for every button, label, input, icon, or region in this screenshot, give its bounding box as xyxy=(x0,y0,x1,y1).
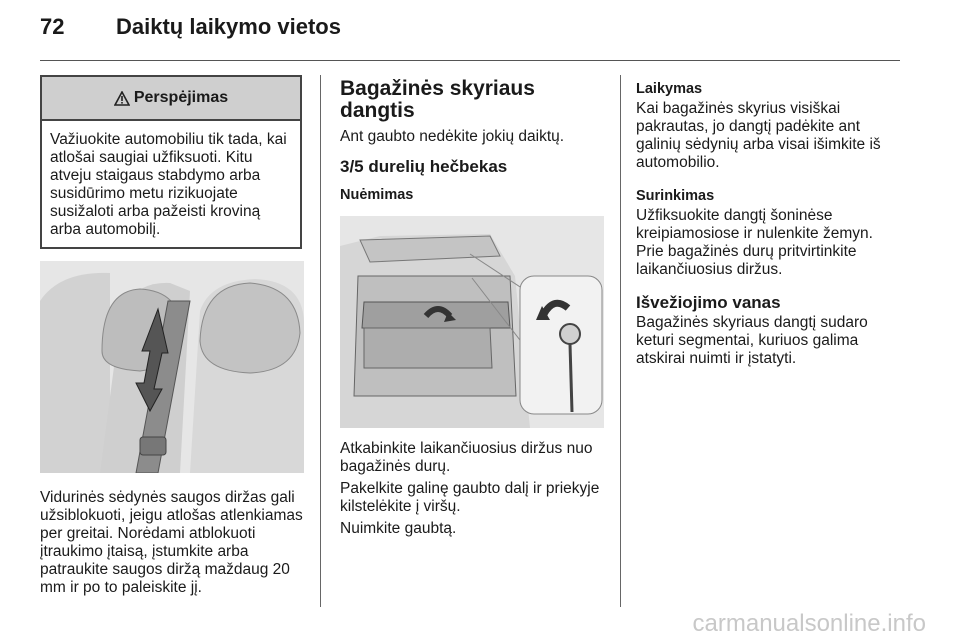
removal-step-1: Atkabinkite laikančiuosius diržus nuo bagažinės durų. xyxy=(340,440,593,475)
subsection-title: 3/5 durelių hečbekas xyxy=(340,157,508,176)
right-column xyxy=(636,80,900,368)
warning-header xyxy=(42,77,300,121)
section-title: Bagažinės skyriaus dangtis xyxy=(340,77,535,122)
left-column xyxy=(40,75,304,601)
warning-triangle-icon xyxy=(114,91,130,106)
watermark: carmanualsonline.info xyxy=(692,610,926,637)
removal-label: Nuėmimas xyxy=(340,187,414,203)
column-divider xyxy=(620,75,621,607)
removal-step-3: Nuimkite gaubtą. xyxy=(340,520,457,537)
trunk-cover-illustration xyxy=(340,216,604,428)
storage-label: Laikymas xyxy=(636,81,703,97)
column-divider xyxy=(320,75,321,607)
middle-column xyxy=(340,75,604,542)
page-number: 72 xyxy=(40,14,65,39)
install-text: Užfiksuokite dangtį šoninėse kreipiamosiose ir nulenkite žemyn. Prie bagažinės durų pritvirtinkite laikančiuosius diržus. xyxy=(636,207,873,278)
warning-title: Perspėjimas xyxy=(133,89,229,106)
header-rule xyxy=(40,60,900,61)
evac-title: Išvežiojimo vanas xyxy=(636,293,781,312)
warning-text: Važiuokite automobiliu tik tada, kai atlošai saugiai užfiksuoti. Kitu atveju staigaus stabdymo arba susidūrimo metu rizikuojate susižaloti arba pažeisti kroviną arba automobilį. xyxy=(50,131,287,238)
warning-box xyxy=(40,75,302,249)
intro-text: Ant gaubto nedėkite jokių daiktų. xyxy=(340,128,565,145)
install-label: Surinkimas xyxy=(636,188,715,204)
rear-seat-belt-illustration xyxy=(40,261,304,473)
storage-text: Kai bagažinės skyrius visiškai pakrautas, jo dangtį padėkite ant galinių sėdynių arba visai išimkite iš automobilio. xyxy=(636,100,881,171)
left-body-text: Vidurinės sėdynės saugos diržas gali užsiblokuoti, jeigu atlošas atlenkiamas per greitai. Norėdami atblokuoti įtraukimo įtaisą, įstumkite arba patraukite saugos diržą maždaug 20 mm ir po to paleiskite jį. xyxy=(40,489,303,596)
removal-step-2: Pakelkite galinę gaubto dalį ir priekyje kilstelėkite į viršų. xyxy=(340,480,600,515)
page-header-title: Daiktų laikymo vietos xyxy=(116,14,341,39)
storage-block xyxy=(636,80,900,172)
evac-text: Bagažinės skyriaus dangtį sudaro keturi segmentai, kuriuos galima atskirai nuimti ir įstatyti. xyxy=(636,314,868,367)
install-block xyxy=(636,187,900,279)
